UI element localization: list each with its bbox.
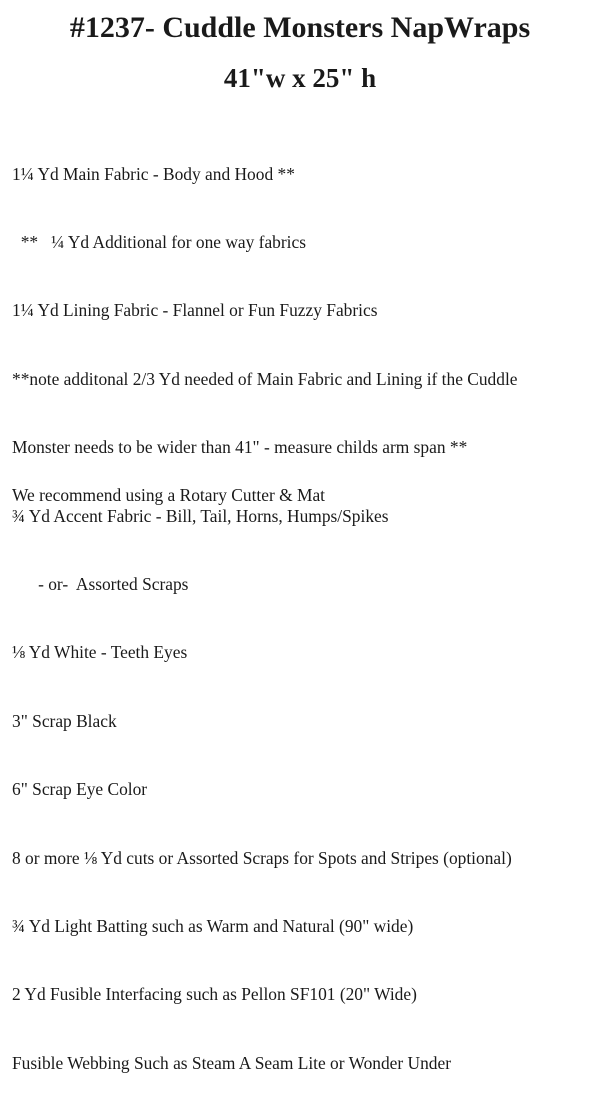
pattern-title: #1237- Cuddle Monsters NapWraps bbox=[69, 11, 531, 44]
pattern-dimensions: 41"w x 25" h bbox=[223, 63, 377, 93]
material-line: Monster needs to be wider than 41" - measure childs arm span ** bbox=[12, 437, 468, 458]
rotary-cutter-recommendation: We recommend using a Rotary Cutter & Mat bbox=[12, 485, 326, 505]
material-line: 1¼ Yd Main Fabric - Body and Hood ** bbox=[12, 163, 295, 184]
material-line: Fusible Webbing Such as Steam A Seam Lite or Wonder Under bbox=[12, 1052, 451, 1073]
material-line: ¾ Yd Accent Fabric - Bill, Tail, Horns, Humps/Spikes bbox=[12, 505, 389, 526]
material-line: - or- Assorted Scraps bbox=[12, 573, 189, 594]
material-line: **note additonal 2/3 Yd needed of Main Fabric and Lining if the Cuddle bbox=[12, 368, 518, 389]
material-line: ⅛ Yd White - Teeth Eyes bbox=[12, 642, 188, 663]
material-line: 6" Scrap Eye Color bbox=[12, 779, 148, 800]
material-line: 8 or more ⅛ Yd cuts or Assorted Scraps for Spots and Stripes (optional) bbox=[12, 847, 512, 868]
materials-list bbox=[12, 117, 598, 1097]
material-line: ** ¼ Yd Additional for one way fabrics bbox=[12, 231, 306, 252]
material-line: ¾ Yd Light Batting such as Warm and Natural (90" wide) bbox=[12, 915, 414, 936]
material-line: 3" Scrap Black bbox=[12, 710, 117, 731]
material-line: 2 Yd Fusible Interfacing such as Pellon SF101 (20" Wide) bbox=[12, 984, 417, 1005]
material-line: 1¼ Yd Lining Fabric - Flannel or Fun Fuzzy Fabrics bbox=[12, 300, 378, 321]
